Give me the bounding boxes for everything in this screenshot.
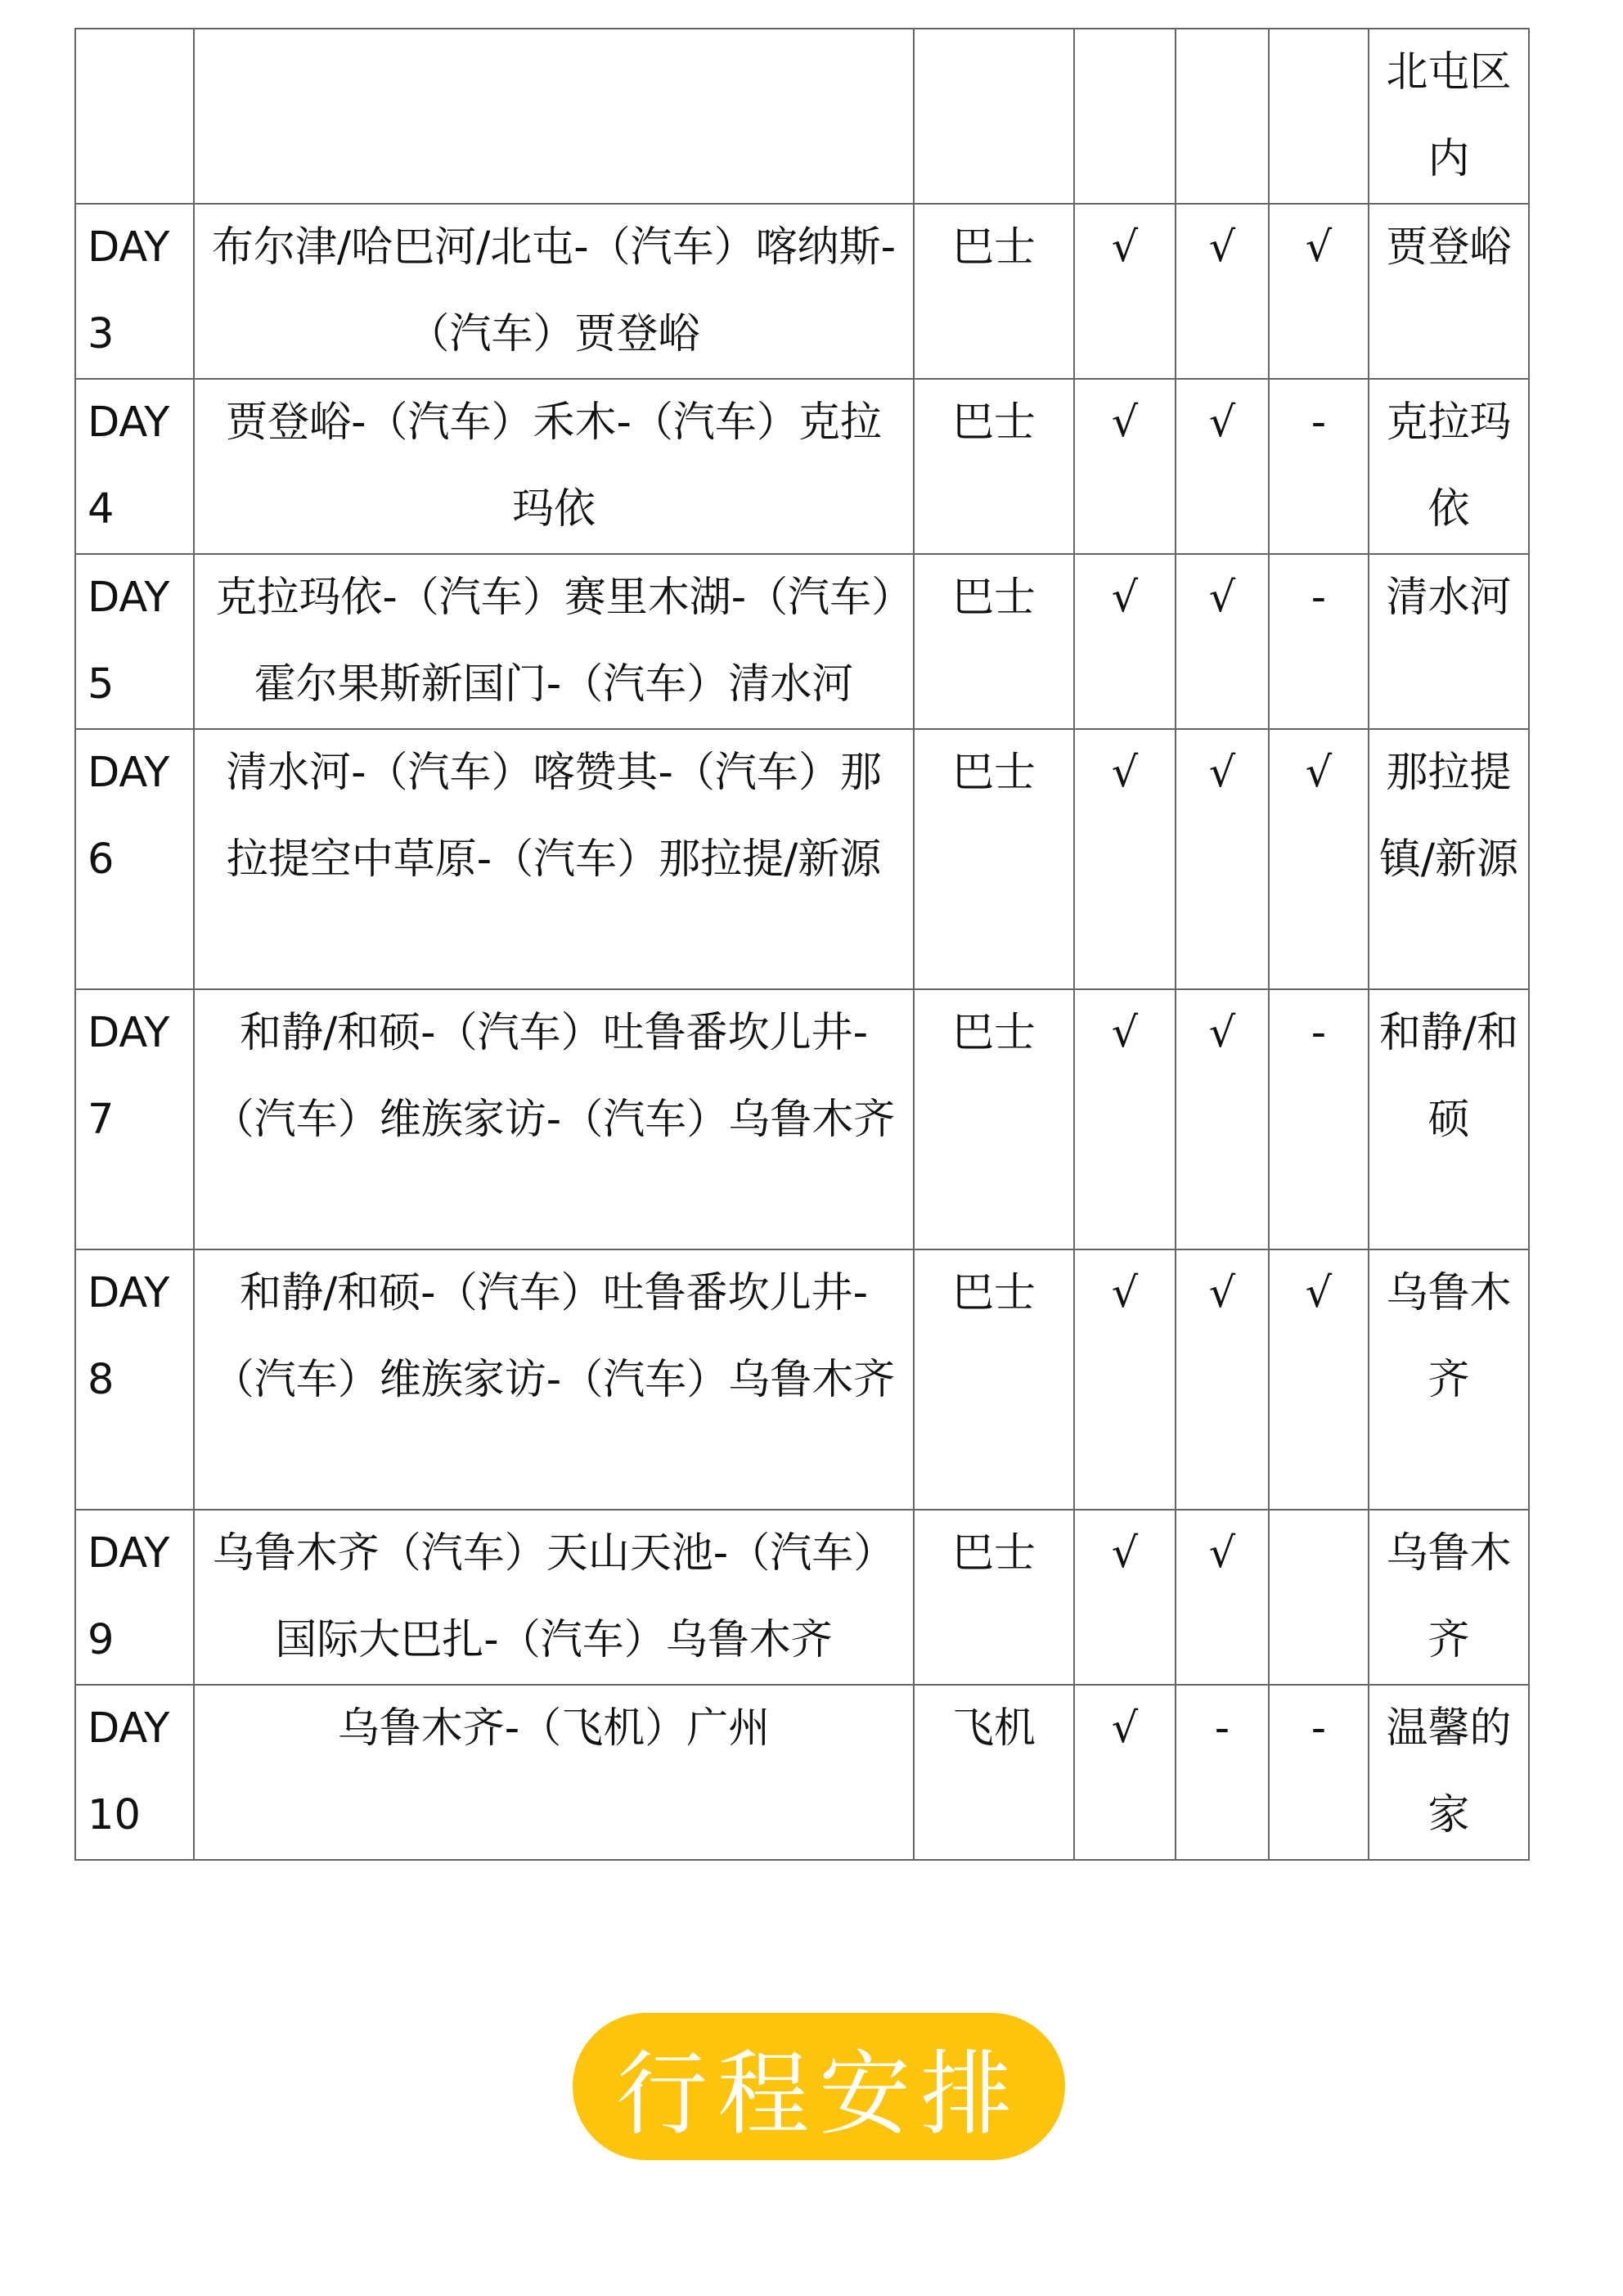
lunch-cell: [1176, 379, 1269, 554]
hotel-cell: [1369, 1249, 1529, 1510]
dinner-cell: [1269, 1510, 1369, 1685]
hotel-cell-text: 北屯区内: [1386, 48, 1512, 183]
transport-cell: [914, 1249, 1074, 1510]
day-cell: [75, 1510, 194, 1685]
table-row: [75, 204, 1529, 379]
route-cell: [194, 554, 914, 729]
dinner-cell-text: -: [1311, 1704, 1327, 1753]
breakfast-cell-text: √: [1111, 1009, 1139, 1057]
lunch-cell: [1176, 554, 1269, 729]
breakfast-cell: [1074, 1510, 1176, 1685]
lunch-cell-text: √: [1208, 223, 1236, 272]
breakfast-cell-text: √: [1111, 398, 1139, 447]
lunch-cell-text: √: [1208, 1009, 1236, 1057]
dinner-cell: [1269, 204, 1369, 379]
table-row: [75, 729, 1529, 989]
table-row: [75, 554, 1529, 729]
breakfast-cell-text: √: [1111, 749, 1139, 797]
dinner-cell-text: √: [1305, 223, 1333, 272]
lunch-cell-text: √: [1208, 574, 1236, 622]
hotel-cell-text: 乌鲁木齐: [1386, 1269, 1512, 1404]
lunch-cell: [1176, 29, 1269, 204]
dinner-cell: [1269, 29, 1369, 204]
day-cell-text: DAY6: [88, 749, 170, 884]
day-cell: [75, 29, 194, 204]
dinner-cell-text: -: [1311, 574, 1327, 622]
lunch-cell-text: √: [1208, 1529, 1236, 1578]
hotel-cell: [1369, 989, 1529, 1249]
hotel-cell: [1369, 379, 1529, 554]
breakfast-cell: [1074, 989, 1176, 1249]
table-row: [75, 1249, 1529, 1510]
hotel-cell-text: 清水河: [1386, 574, 1512, 622]
day-cell: [75, 1685, 194, 1860]
breakfast-cell: [1074, 554, 1176, 729]
transport-cell-text: 巴士: [951, 223, 1036, 272]
transport-cell: [914, 204, 1074, 379]
route-cell-text: 乌鲁木齐-（飞机）广州: [337, 1704, 771, 1753]
transport-cell: [914, 989, 1074, 1249]
breakfast-cell: [1074, 1685, 1176, 1860]
route-cell: [194, 204, 914, 379]
transport-cell-text: 巴士: [951, 1009, 1036, 1057]
day-cell: [75, 1249, 194, 1510]
transport-cell-text: 巴士: [951, 574, 1036, 622]
breakfast-cell-text: √: [1111, 1704, 1139, 1753]
hotel-cell: [1369, 1685, 1529, 1860]
day-cell: [75, 989, 194, 1249]
table-row: [75, 1685, 1529, 1860]
transport-cell-text: 巴士: [951, 1269, 1036, 1317]
dinner-cell-text: -: [1311, 1009, 1327, 1057]
itinerary-table-body: [75, 29, 1529, 1860]
itinerary-banner: [573, 2013, 1065, 2160]
lunch-cell: [1176, 204, 1269, 379]
transport-cell: [914, 554, 1074, 729]
route-cell-text: 清水河-（汽车）喀赞其-（汽车）那拉提空中草原-（汽车）那拉提/新源: [226, 749, 882, 884]
hotel-cell: [1369, 729, 1529, 989]
breakfast-cell: [1074, 204, 1176, 379]
dinner-cell: [1269, 1249, 1369, 1510]
dinner-cell-text: √: [1305, 1269, 1333, 1317]
transport-cell-text: 飞机: [951, 1704, 1036, 1753]
table-row: [75, 1510, 1529, 1685]
route-cell: [194, 1685, 914, 1860]
route-cell-text: 和静/和硕-（汽车）吐鲁番坎儿井-（汽车）维族家访-（汽车）乌鲁木齐: [212, 1009, 896, 1144]
dinner-cell: [1269, 1685, 1369, 1860]
lunch-cell-text: √: [1208, 398, 1236, 447]
lunch-cell: [1176, 1685, 1269, 1860]
transport-cell-text: 巴士: [951, 749, 1036, 797]
itinerary-table: [74, 28, 1530, 1861]
lunch-cell: [1176, 1510, 1269, 1685]
day-cell: [75, 554, 194, 729]
breakfast-cell: [1074, 379, 1176, 554]
route-cell: [194, 379, 914, 554]
transport-cell-text: 巴士: [951, 1529, 1036, 1578]
breakfast-cell: [1074, 729, 1176, 989]
dinner-cell: [1269, 989, 1369, 1249]
route-cell: [194, 29, 914, 204]
route-cell: [194, 729, 914, 989]
route-cell-text: 贾登峪-（汽车）禾木-（汽车）克拉玛依: [226, 398, 882, 533]
day-cell-text: DAY8: [88, 1269, 170, 1404]
lunch-cell: [1176, 1249, 1269, 1510]
day-cell: [75, 204, 194, 379]
day-cell-text: DAY3: [88, 223, 170, 358]
lunch-cell-text: √: [1208, 749, 1236, 797]
transport-cell: [914, 379, 1074, 554]
hotel-cell: [1369, 1510, 1529, 1685]
transport-cell: [914, 1685, 1074, 1860]
table-row: [75, 379, 1529, 554]
table-row: [75, 29, 1529, 204]
dinner-cell: [1269, 554, 1369, 729]
hotel-cell: [1369, 554, 1529, 729]
route-cell-text: 和静/和硕-（汽车）吐鲁番坎儿井-（汽车）维族家访-（汽车）乌鲁木齐: [212, 1269, 896, 1404]
hotel-cell: [1369, 29, 1529, 204]
dinner-cell: [1269, 729, 1369, 989]
transport-cell: [914, 29, 1074, 204]
route-cell-text: 布尔津/哈巴河/北屯-（汽车）喀纳斯-（汽车）贾登峪: [211, 223, 897, 358]
hotel-cell: [1369, 204, 1529, 379]
breakfast-cell: [1074, 29, 1176, 204]
day-cell: [75, 729, 194, 989]
route-cell-text: 乌鲁木齐（汽车）天山天池-（汽车）国际大巴扎-（汽车）乌鲁木齐: [212, 1529, 896, 1664]
day-cell-text: DAY10: [88, 1704, 170, 1839]
day-cell: [75, 379, 194, 554]
day-cell-text: DAY5: [88, 574, 170, 709]
lunch-cell: [1176, 989, 1269, 1249]
day-cell-text: DAY4: [88, 398, 170, 533]
hotel-cell-text: 克拉玛依: [1386, 398, 1512, 533]
lunch-cell-text: -: [1214, 1704, 1230, 1753]
itinerary-banner-label: 行程安排: [616, 2041, 1022, 2148]
transport-cell-text: 巴士: [951, 398, 1036, 447]
lunch-cell: [1176, 729, 1269, 989]
breakfast-cell-text: √: [1111, 574, 1139, 622]
breakfast-cell: [1074, 1249, 1176, 1510]
breakfast-cell-text: √: [1111, 1269, 1139, 1317]
hotel-cell-text: 乌鲁木齐: [1386, 1529, 1512, 1664]
transport-cell: [914, 1510, 1074, 1685]
day-cell-text: DAY7: [88, 1009, 170, 1144]
hotel-cell-text: 温馨的家: [1386, 1704, 1512, 1839]
breakfast-cell-text: √: [1111, 1529, 1139, 1578]
route-cell: [194, 1510, 914, 1685]
route-cell-text: 克拉玛依-（汽车）赛里木湖-（汽车）霍尔果斯新国门-（汽车）清水河: [215, 574, 892, 709]
route-cell: [194, 1249, 914, 1510]
day-cell-text: DAY9: [88, 1529, 170, 1664]
breakfast-cell-text: √: [1111, 223, 1139, 272]
hotel-cell-text: 贾登峪: [1386, 223, 1512, 272]
table-row: [75, 989, 1529, 1249]
hotel-cell-text: 那拉提镇/新源: [1378, 749, 1519, 884]
lunch-cell-text: √: [1208, 1269, 1236, 1317]
hotel-cell-text: 和静/和硕: [1378, 1009, 1519, 1144]
dinner-cell-text: -: [1311, 398, 1327, 447]
route-cell: [194, 989, 914, 1249]
transport-cell: [914, 729, 1074, 989]
dinner-cell: [1269, 379, 1369, 554]
dinner-cell-text: √: [1305, 749, 1333, 797]
